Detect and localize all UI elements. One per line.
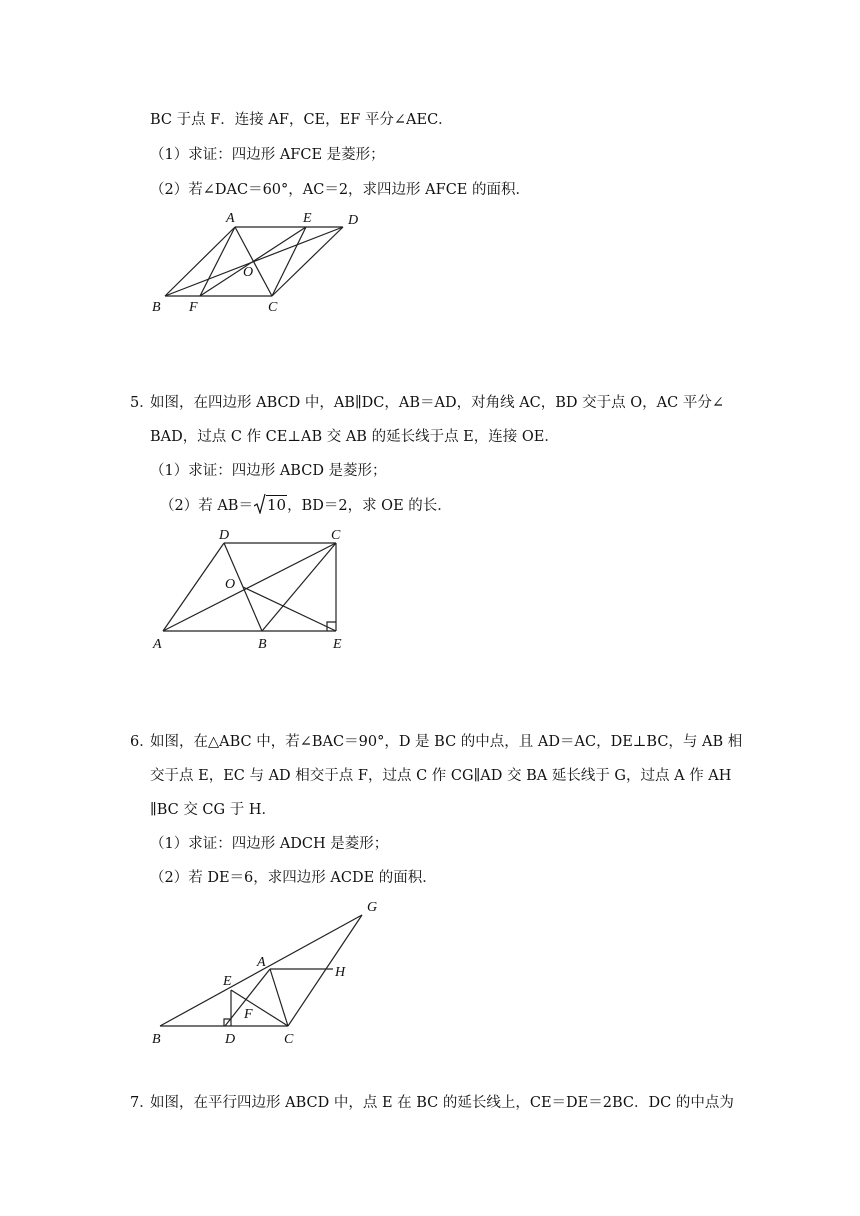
p4-label-A: A bbox=[226, 211, 235, 226]
p6-label-H: H bbox=[335, 965, 346, 980]
p4-label-D: D bbox=[348, 213, 359, 228]
p6-text-line3: ∥BC 交 CG 于 H． bbox=[150, 802, 276, 818]
p5-q2-sqrt-value: 10 bbox=[266, 496, 287, 514]
p6-label-D: D bbox=[225, 1032, 236, 1047]
p7-number: 7． bbox=[130, 1095, 154, 1111]
p6-number: 6． bbox=[130, 734, 154, 750]
p5-label-C: C bbox=[331, 528, 341, 543]
p5-q2-suffix: ，BD＝2，求 OE 的长． bbox=[287, 498, 452, 514]
p4-question-2: （2）若∠DAC＝60°，AC＝2，求四边形 AFCE 的面积． bbox=[150, 182, 530, 198]
p5-q2-prefix: （2）若 AB＝ bbox=[160, 498, 253, 514]
p5-text-line1: 如图，在四边形 ABCD 中，AB∥DC，AB＝AD，对角线 AC，BD 交于点 O，AC 平分∠ bbox=[150, 395, 724, 411]
p6-question-2: （2）若 DE＝6，求四边形 ACDE 的面积． bbox=[150, 870, 437, 886]
p4-text-line1: BC 于点 F．连接 AF，CE，EF 平分∠AEC． bbox=[150, 112, 453, 128]
p4-label-O: O bbox=[243, 265, 254, 280]
p6-question-1: （1）求证：四边形 ADCH 是菱形； bbox=[150, 836, 389, 852]
p5-label-O: O bbox=[225, 577, 236, 592]
p4-label-F: F bbox=[189, 300, 198, 315]
p4-label-B: B bbox=[152, 300, 161, 315]
p5-number: 5． bbox=[130, 395, 154, 411]
p6-label-B: B bbox=[152, 1032, 161, 1047]
p5-label-D: D bbox=[219, 528, 230, 543]
p5-text-line2: BAD，过点 C 作 CE⊥AB 交 AB 的延长线于点 E，连接 OE． bbox=[150, 429, 559, 445]
p7-text-line1: 如图，在平行四边形 ABCD 中，点 E 在 BC 的延长线上，CE＝DE＝2BC．DC 的中点为 bbox=[150, 1095, 734, 1111]
p5-question-1: （1）求证：四边形 ABCD 是菱形； bbox=[150, 463, 387, 479]
p4-label-C: C bbox=[268, 300, 278, 315]
p5-label-A: A bbox=[153, 637, 162, 652]
p6-label-C: C bbox=[284, 1032, 294, 1047]
p4-label-E: E bbox=[303, 211, 312, 226]
p6-label-F: F bbox=[244, 1007, 253, 1022]
p5-label-B: B bbox=[258, 637, 267, 652]
p4-question-1: （1）求证：四边形 AFCE 是菱形； bbox=[150, 147, 385, 163]
p5-label-E: E bbox=[333, 637, 342, 652]
p6-label-A: A bbox=[257, 955, 266, 970]
p6-label-G: G bbox=[367, 900, 378, 915]
p6-label-E: E bbox=[223, 974, 232, 989]
p6-text-line1: 如图，在△ABC 中，若∠BAC＝90°，D 是 BC 的中点，且 AD＝AC，DE⊥BC，与 AB 相 bbox=[150, 734, 743, 750]
p6-text-line2: 交于点 E，EC 与 AD 相交于点 F，过点 C 作 CG∥AD 交 BA 延长线于 G，过点 A 作 AH bbox=[150, 768, 732, 784]
